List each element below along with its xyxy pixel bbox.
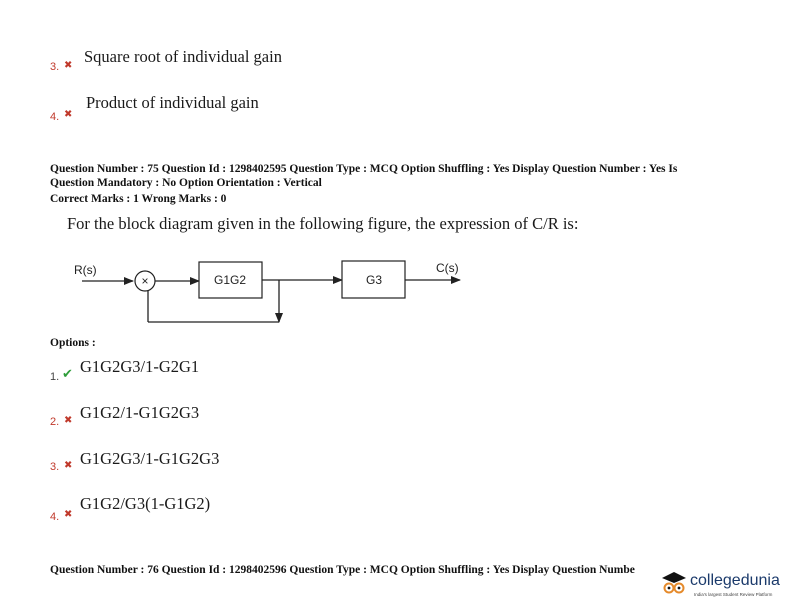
option-number: 1. (50, 371, 60, 383)
options-heading: Options : (50, 337, 96, 349)
watermark-brand: collegedunia (690, 572, 780, 589)
next-question-meta: Question Number : 76 Question Id : 1298402596 Question Type : MCQ Option Shuffling : Yes Display Question Numbe (50, 564, 635, 576)
option-number: 3. (50, 461, 60, 473)
option-text: Product of individual gain (86, 93, 259, 112)
output-label: C(s) (436, 261, 459, 275)
watermark-tagline: India's largest Student Review Platform (694, 592, 773, 597)
wrong-mark-icon: ✖ (64, 509, 73, 520)
option-number: 4. (50, 111, 60, 123)
correct-check-icon: ✔ (62, 367, 73, 382)
option-text: G1G2G3/1-G2G1 (80, 357, 200, 376)
summing-junction-symbol: × (141, 274, 149, 288)
question-text: For the block diagram given in the following figure, the expression of C/R is: (67, 214, 579, 233)
input-label: R(s) (74, 263, 97, 277)
option-number: 2. (50, 416, 60, 428)
question-meta-line2: Question Mandatory : No Option Orientation : Vertical (50, 177, 322, 189)
block-g3-label: G3 (365, 273, 383, 287)
option-text: Square root of individual gain (84, 47, 282, 66)
question-meta-line1: Question Number : 75 Question Id : 1298402595 Question Type : MCQ Option Shuffling : Yes Display Question Number : Yes Is (50, 163, 678, 175)
collegedunia-watermark (660, 562, 790, 606)
block-g1g2-label: G1G2 (213, 273, 247, 287)
wrong-mark-icon: ✖ (64, 60, 73, 71)
wrong-mark-icon: ✖ (64, 460, 73, 471)
option-text: G1G2G3/1-G1G2G3 (80, 449, 220, 468)
option-text: G1G2/1-G1G2G3 (80, 403, 200, 422)
wrong-mark-icon: ✖ (64, 109, 73, 120)
wrong-mark-icon: ✖ (64, 415, 73, 426)
graduation-owl-icon (660, 570, 688, 596)
option-number: 4. (50, 511, 60, 523)
option-text: G1G2/G3(1-G1G2) (80, 494, 211, 513)
question-marks: Correct Marks : 1 Wrong Marks : 0 (50, 193, 227, 205)
option-number: 3. (50, 61, 60, 73)
